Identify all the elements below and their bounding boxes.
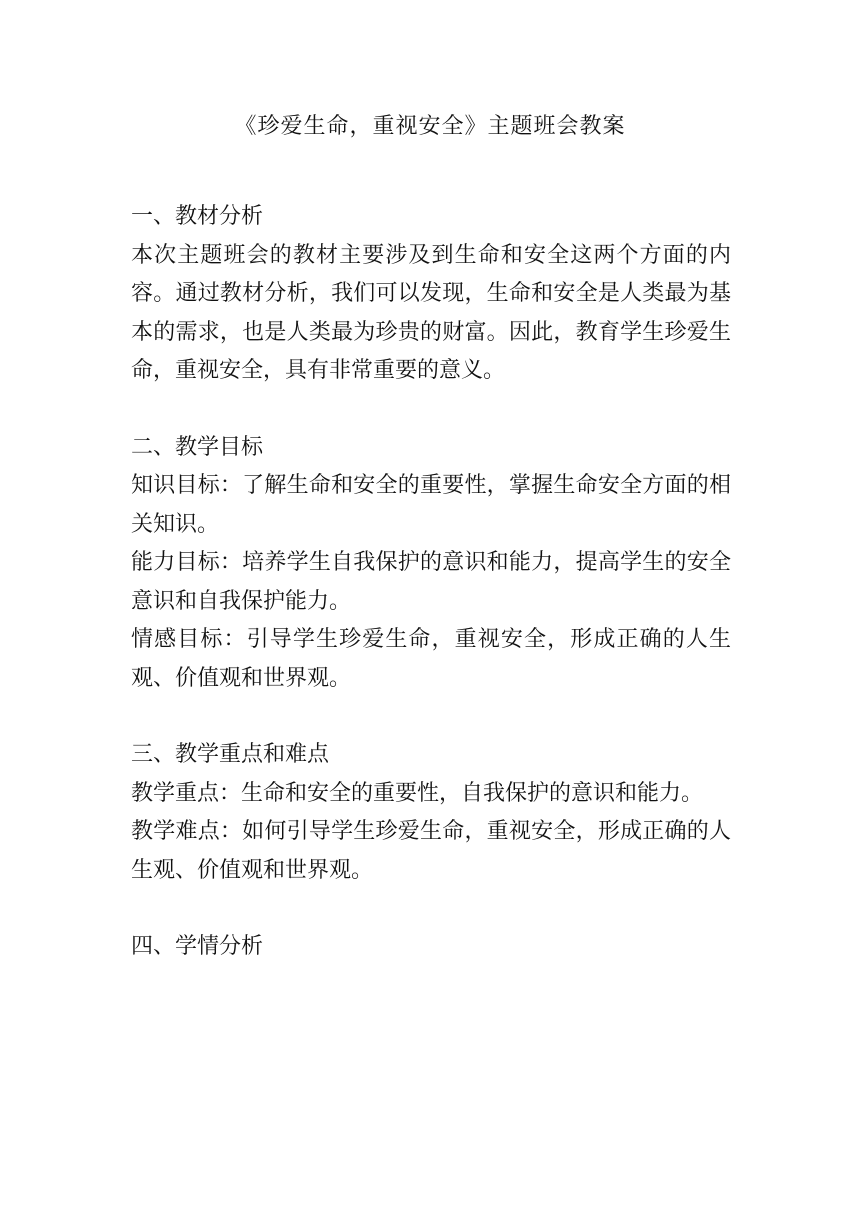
paragraph: 情感目标：引导学生珍爱生命，重视安全，形成正确的人生观、价值观和世界观。	[131, 627, 731, 691]
section-heading: 三、教学重点和难点	[131, 742, 330, 767]
section-heading: 一、教材分析	[131, 204, 264, 229]
section-student-analysis	[131, 928, 731, 967]
paragraph: 知识目标：了解生命和安全的重要性，掌握生命安全方面的相关知识。	[131, 473, 731, 537]
section-heading: 四、学情分析	[131, 934, 264, 959]
document-title: 《珍爱生命，重视安全》主题班会教案	[234, 114, 626, 139]
paragraph: 教学难点：如何引导学生珍爱生命，重视安全，形成正确的人生观、价值观和世界观。	[131, 819, 731, 883]
paragraph: 能力目标：培养学生自我保护的意识和能力，提高学生的安全意识和自我保护能力。	[131, 550, 731, 614]
section-key-points	[131, 736, 731, 890]
section-heading: 二、教学目标	[131, 434, 264, 460]
paragraph: 教学重点：生命和安全的重要性，自我保护的意识和能力。	[131, 780, 704, 806]
document-body	[131, 198, 731, 967]
paragraph: 本次主题班会的教材主要涉及到生命和安全这两个方面的内容。通过教材分析，我们可以发现，生命和安全是人类最为基本的需求，也是人类最为珍贵的财富。因此，教育学生珍爱生命，重视安全，具有非常重要的意义。	[131, 242, 731, 383]
section-textbook-analysis	[131, 198, 731, 391]
section-teaching-objectives	[131, 429, 731, 699]
